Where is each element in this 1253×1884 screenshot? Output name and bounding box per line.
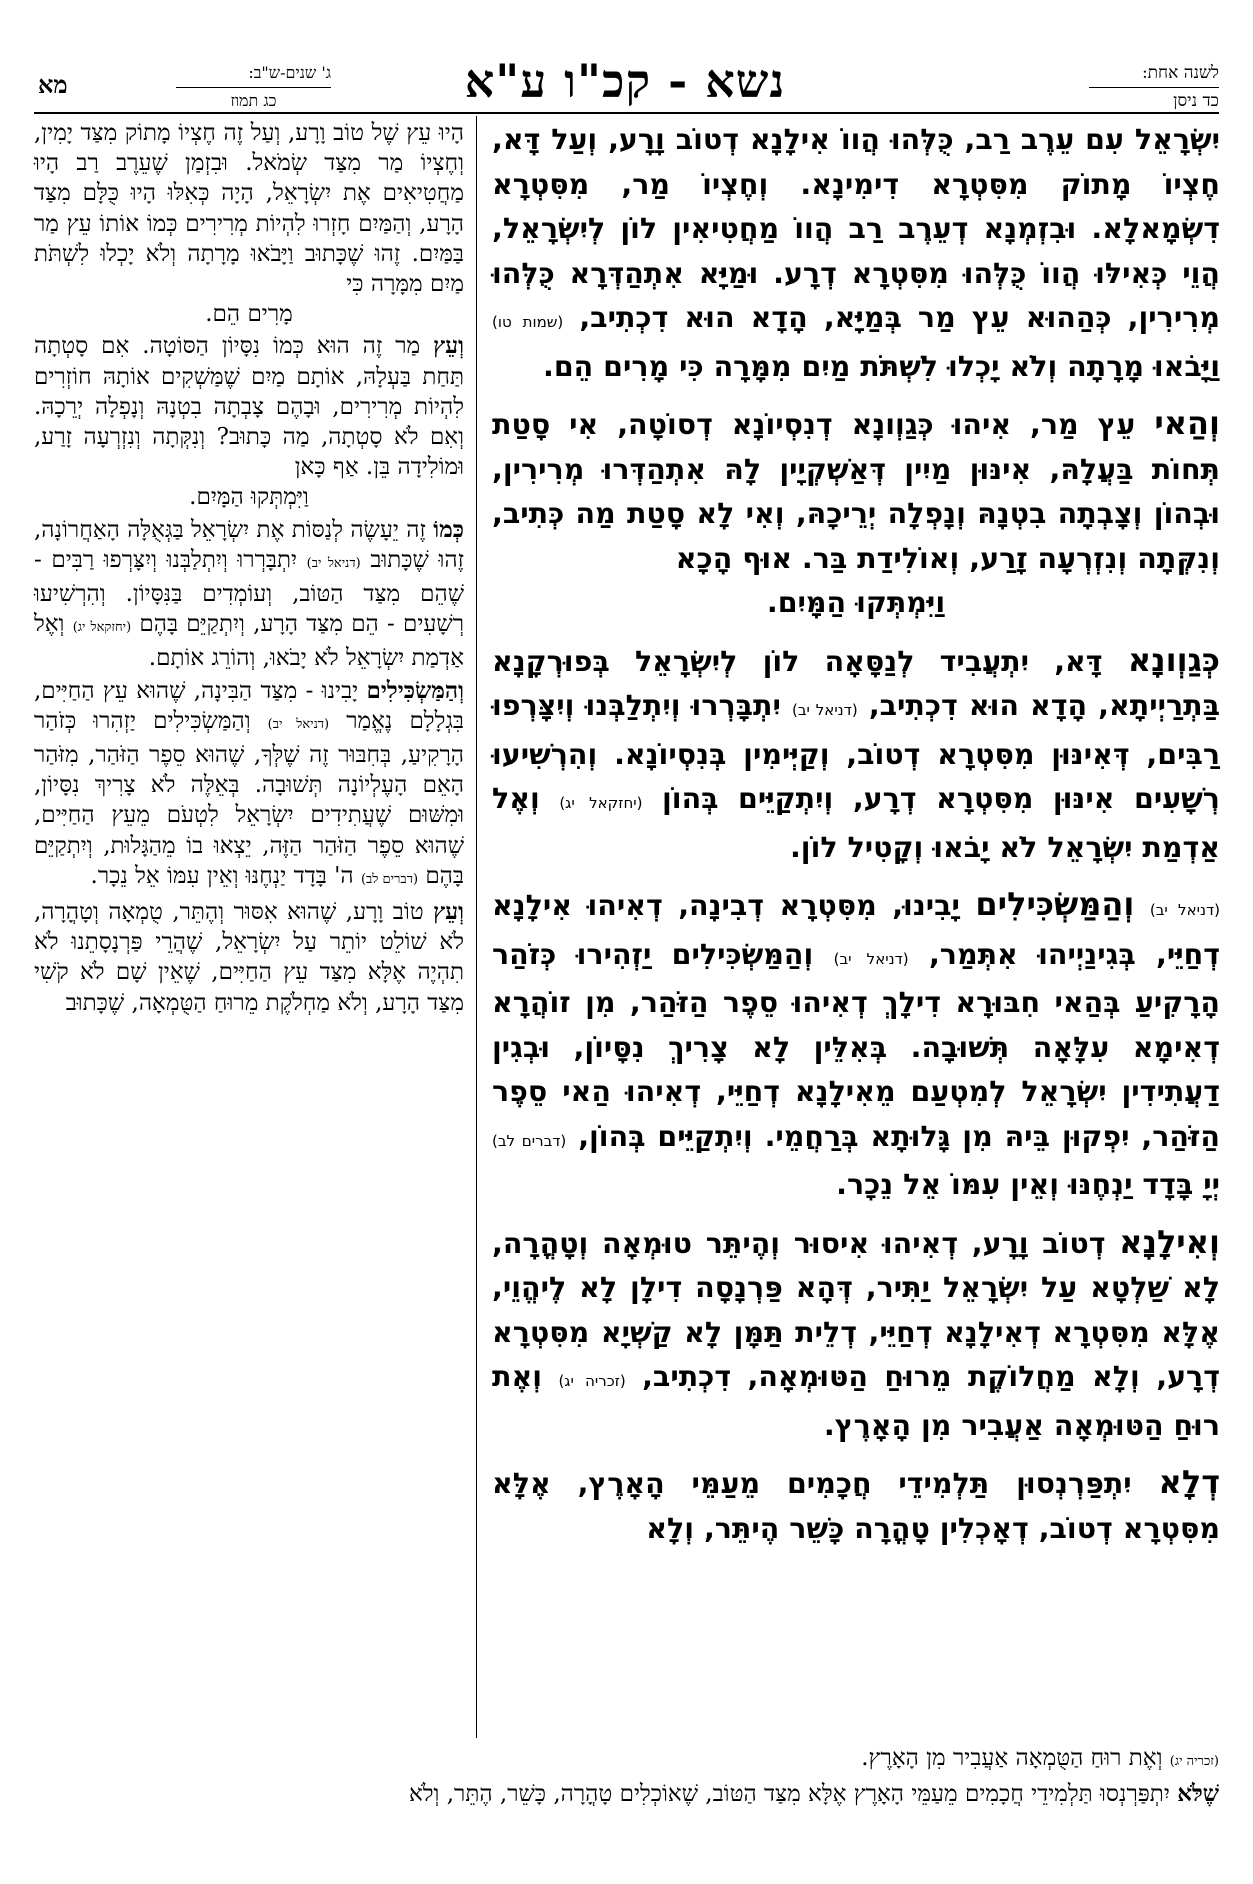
- verse-reference: (שמות טו): [492, 313, 564, 331]
- main-paragraph: [492, 118, 1220, 389]
- main-text: וְהַמַּשְׂכִּילִים יַזְהִירוּ כְּזֹהַר הָרָקִיעַ בְּהַאי חִבּוּרָא דִילָךְ דְאִיהוּ סֵפֶר הַזֹּהַר, מִן זוֹהֲרָא דְאִימָא עִלָּאָה תְּשׁוּבָה. בְּאִלֵּין לָא צָרִיךְ נִסָּיוֹן, וּבְגִין דַעֲתִידִין יִשְׂרָאֵל לְמִטְעַם מֵאִילָנָא דְחַיֵּי, דְאִיהוּ הַאי סֵפֶר הַזֹּהַר, יִפְקוּן בֵּיהּ מִן גָּלוּתָא בְּרַחֲמֵי. וְיִתְקַיֵּים בְּהוֹן,: [492, 937, 1220, 1153]
- header-left-line1: ג' שנים-ש"ב:: [248, 63, 331, 82]
- translation-text: טוֹב וָרָע, שֶׁהוּא אִסּוּר וְהֶתֵּר, טֻמְאָה וְטָהֳרָה, לֹא שׁוֹלֵט יוֹתֵר עַל יִשְׂרָאֵל, שֶׁהֲרֵי פַּרְנָסָתֵנוּ לֹא תִהְיֶה אֶלָּא מִצַּד עֵץ הַחַיִּים, שֶׁאֵין שָׁם לֹא קֹשִׁי מִצַּד הָרָע, וְלֹא מַחְלֹקֶת מֵרוּחַ הַטֻּמְאָה, שֶׁכָּתוּב: [34, 899, 464, 1016]
- main-paragraph: [492, 638, 1220, 871]
- main-text: יִתְפַּרְנְסוּן תַּלְמִידֵי חֲכָמִים מֵעַמֵּי הָאָרֶץ, אֶלָּא מִסִּטְרָא דְטוֹב, דְאָכְלִין טָהֳרָה כָּשֵׁר הֶיתֵּר, וְלָא: [492, 1467, 1220, 1545]
- paragraph-lead-word: שֶׁלֹּא: [1177, 1780, 1219, 1807]
- translation-text: מַר זֶה הוּא כְּמוֹ נִסָּיוֹן הַסּוֹטָה. אִם סָטְתָה תַּחַת בַּעְלָהּ, אוֹתָם מַיִם שֶׁמַּשְׁקִים אוֹתָהּ חוֹזְרִים לִהְיוֹת מְרִירִים, וּבָהֶם צָבְתָה בִטְנָהּ וְנָפְלָה יְרֵכָהּ. וְאִם לֹא סָטְתָה, מַה כָּתוּב? וְנִקְּתָה וְנִזְרְעָה זָרַע, וּמוֹלִידָה בֵּן. אַף כָּאן: [34, 333, 464, 481]
- translation-text: הָיוּ עֵץ שֶׁל טוֹב וָרָע, וְעַל זֶה חֶצְיוֹ מָתוֹק מִצַּד יָמִין, וְחֶצְיוֹ מַר מִצַּד שְׂמֹאל. וּבִזְמַן שֶׁעֵרֶב רַב הָיוּ מַחֲטִיאִים אֶת יִשְׂרָאֵל, הָיָה כְּאִלּוּ הָיוּ כֻּלָּם מִצַּד הָרָע, וְהַמַּיִם חָזְרוּ לִהְיוֹת מְרִירִים כְּמוֹ אוֹתוֹ עֵץ מַר בַּמַּיִם. זֶהוּ שֶׁכָּתוּב וַיָּבֹאוּ מָרָתָה וְלֹא יָכְלוּ לִשְׁתֹּת מַיִם מִמָּרָה כִּי: [34, 120, 464, 298]
- paragraph-lead-word: וְהַאי: [1154, 404, 1220, 442]
- translation-paragraph: [34, 515, 464, 674]
- header-right-line2: כד ניסן: [1089, 87, 1219, 112]
- bottom-line: [34, 1778, 1219, 1810]
- bottom-continuation: [34, 1742, 1219, 1810]
- header-three-year-schedule: [176, 62, 331, 112]
- verse-reference: (זכריה יג): [558, 1372, 626, 1390]
- translation-text: וַיִּמְתְּקוּ הַמָּיִם.: [189, 484, 309, 511]
- column-divider: [476, 116, 477, 1738]
- translation-paragraph: [34, 676, 464, 895]
- translation-text: וְאֶל אַדְמַת יִשְׂרָאֵל לֹא יָבֹאוּ, וְהוֹרֵג אוֹתָם.: [34, 611, 464, 672]
- paragraph-lead-word: וְעֵץ: [433, 332, 464, 360]
- verse-reference: (דברים לב): [492, 1131, 567, 1150]
- main-text: וַיָּבֹאוּ מָרָתָה וְלֹא יָכְלוּ לִשְׁתֹּת מַיִם מִמָּרָה כִּי מָרִים הֵם.: [543, 349, 1220, 383]
- verse-reference: (דניאל יב): [267, 716, 330, 732]
- page-title: נשא - קכ"ו ע"א: [464, 54, 786, 108]
- main-text: יְיָ בָּדָד יַנְחֶנּוּ וְאֵין עִמּוֹ אֵל נֵכָר.: [836, 1168, 1220, 1201]
- paragraph-lead-word: דְלָא: [1158, 1463, 1220, 1501]
- verse-reference: (דניאל יב): [833, 949, 909, 968]
- main-text: דָּא, יִתְעֲבִיד לְנַסָּאָה לוֹן לְיִשְׂרָאֵל בְּפוּרְקָנָא בַּתְרַיְיתָא, הָדָא הוּא דִכְתִיב,: [492, 644, 1220, 722]
- verse-reference: (יחזקאל יג): [559, 794, 643, 812]
- main-text: דְטוֹב וָרָע, דְאִיהוּ אִיסוּר וְהֶיתֵּר טוּמְאָה וְטָהֳרָה, לָא שַׁלְטָא עַל יִשְׂרָאֵל יַתִּיר, דְּהָא פַּרְנָסָה דִילָן לָא לֶיהֱוֵי, אֶלָּא מִסִּטְרָא דְאִילָנָא דְחַיֵּי, דְלֵית תַּמָּן לָא קַשְׁיָא מִסִּטְרָא דְרָע, וְלָא מַחֲלוֹקֶת מֵרוּחַ הַטּוּמְאָה, דִכְתִיב,: [492, 1226, 1220, 1393]
- verse-reference: (דברים לב): [360, 871, 419, 887]
- verse-reference: (דניאל יב): [1149, 901, 1220, 919]
- paragraph-lead-word: כְּגַוְונָא: [1127, 640, 1220, 679]
- translation-text: זֶה יֵעָשֶׂה לְנַסּוֹת אֶת יִשְׂרָאֵל בַּגְּאֻלָּה הָאַחֲרוֹנָה, זֶהוּ שֶׁכָּתוּב: [34, 516, 464, 573]
- header-daily-schedule: [1089, 62, 1219, 112]
- main-text: עֵץ מַר, אִיהוּ כְּגַוְונָא דְנִסְיוֹנָא דְסוֹטָה, אִי סָטַת תְּחוֹת בַּעֲלָהּ, אִינּוּן מַיִין דְּאַשְׁקְיָין לָהּ אִתְהַדְּרוּ מְרִירִין, וּבְהוֹן וְצָבְתָה בִטְנָהּ וְנָפְלָה יְרֵיכָהּ, וְאִי לָא סָטַת מַה כְּתִיב, וְנִקְּתָה וְנִזְרְעָה זָרַע, וְאוֹלִידַת בַּר. אוּף הָכָא: [492, 408, 1220, 575]
- header-divider: [34, 112, 1219, 114]
- verse-reference: (יחזקאל יג): [72, 620, 132, 636]
- main-text-column: [492, 118, 1220, 1563]
- main-text: וְאֶת רוּחַ הַטּוּמְאָה אַעֲבִיר מִן הָאָרֶץ.: [492, 1360, 1220, 1442]
- verse-reference: (זכריה יג): [1169, 1754, 1219, 1769]
- main-text: וְאֶל אַדְמַת יִשְׂרָאֵל לֹא יָבֹאוּ וְקָטִיל לוֹן.: [492, 782, 1220, 864]
- paragraph-lead-word: וְאִילָנָא: [1119, 1222, 1220, 1261]
- translation-column: [34, 118, 464, 1020]
- paragraph-lead-word: וְהַמַּשְׂכִּילִים: [366, 676, 464, 704]
- translation-paragraph: [34, 118, 464, 329]
- header-right-line1: לשנה אחת:: [1141, 63, 1219, 83]
- main-text: יִתְבָּרְרוּ וְיִתְלַבְּנוּ וְיִצָּרְפוּ רַבִּים, דְּאִינּוּן מִסִּטְרָא דְטוֹב, וְקַיְּימִין בְּנִסְיוֹנָא. וְהִרְשִׁיעוּ רְשָׁעִים אִינּוּן מִסִּטְרָא דְרָע, וְיִתְקַיֵּים בְּהוֹן: [492, 689, 1220, 815]
- page-number: מא: [38, 70, 68, 99]
- main-text: וַיִּמְתְּקוּ הַמָּיִם.: [766, 586, 946, 619]
- translation-text: ה' בָּדָד יַנְחֶנּוּ וְאֵין עִמּוֹ אֵל נֵכָר.: [90, 862, 354, 889]
- translation-text: יִתְבָּרְרוּ וְיִתְלַבְּנוּ וְיִצָּרְפוּ רַבִּים - שֶׁהֵם מִצַּד הַטּוֹב, וְעוֹמְדִים בַּנִּסָּיוֹן. וְהִרְשִׁיעוּ רְשָׁעִים - הֵם מִצַּד הָרָע, וְיִתְקַיֵּם בָּהֶם: [34, 546, 465, 638]
- paragraph-lead-word: וְהַמַּשְׂכִּילִים: [975, 885, 1135, 923]
- translation-paragraph: [34, 331, 464, 512]
- main-paragraph: [492, 1220, 1220, 1449]
- main-paragraph: [492, 401, 1220, 626]
- main-text: יָבִינוּ, מִסִּטְרָא דְבִינָה, דְאִיהוּ אִילָנָא דְחַיֵּי, בְּגִינַיְיהוּ אִתְּמַר,: [492, 889, 1220, 971]
- main-text: יִשְׂרָאֵל עִם עֵרֶב רַב, כֻּלְּהוּ הֲווֹ אִילָנָא דְטוֹב וָרָע, וְעַל דָּא, חֶצְיוֹ מָתוֹק מִסִּטְרָא דִימִינָא. וְחֶצְיוֹ מַר, מִסִּטְרָא דִשְׂמָאלָא. וּבִזְמְנָא דְעֵרֶב רַב הֲווֹ מַחֲטִיאִין לוֹן לְיִשְׂרָאֵל, הֲוֵי כְּאִילּוּ הֲווֹ כֻּלְּהוּ מִסִּטְרָא דְרָע. וּמַיָּא אִתְהַדְּרָא כֻּלְּהוּ מְרִירִין, כְּהַהוּא עֵץ מַר בְּמַיָּא, הָדָא הוּא דִכְתִיב,: [492, 123, 1220, 334]
- verse-reference: (דניאל יב): [791, 701, 858, 719]
- paragraph-lead-word: כְּמוֹ: [433, 515, 464, 543]
- translation-text: מָרִים הֵם.: [205, 301, 293, 328]
- header-left-line2: כג תמוז: [176, 87, 331, 112]
- translation-text: יָבִינוּ - מִצַּד הַבִּינָה, שֶׁהוּא עֵץ הַחַיִּים, בִּגְלָלָם נֶאֱמַר: [34, 677, 465, 734]
- bottom-line: [34, 1742, 1219, 1778]
- translation-text: וְאֶת רוּחַ הַטֻּמְאָה אַעֲבִיר מִן הָאָרֶץ.: [861, 1745, 1163, 1771]
- main-paragraph: [492, 1460, 1220, 1551]
- paragraph-lead-word: וְעֵץ: [433, 898, 464, 926]
- translation-paragraph: [34, 897, 464, 1018]
- translation-text: וְהַמַּשְׂכִּילִים יַזְהִרוּ כְּזֹהַר הָרָקִיעַ, בְּחִבּוּר זֶה שֶׁלְּךָ, שֶׁהוּא סֵפֶר הַזֹּהַר, מִזֹּהַר הָאֵם הָעֶלְיוֹנָה תְּשׁוּבָה. בְּאֵלֶּה לֹא צָרִיךְ נִסָּיוֹן, וּמִשּׁוּם שֶׁעֲתִידִים יִשְׂרָאֵל לִטְעֹם מֵעֵץ הַחַיִּים, שֶׁהוּא סֵפֶר הַזֹּהַר הַזֶּה, יֵצְאוּ בוֹ מֵהַגָּלוּת, וְיִתְקַיֵּם בָּהֶם: [34, 707, 464, 889]
- verse-reference: (דניאל יב): [306, 555, 361, 571]
- main-paragraph: [492, 882, 1220, 1208]
- translation-text: יִתְפַּרְנְסוּ תַּלְמִידֵי חֲכָמִים מֵעַמֵּי הָאָרֶץ אֶלָּא מִצַּד הַטּוֹב, שֶׁאוֹכְלִים טָהֳרָה, כָּשֵׁר, הֶתֵּר, וְלֹא: [408, 1781, 1170, 1807]
